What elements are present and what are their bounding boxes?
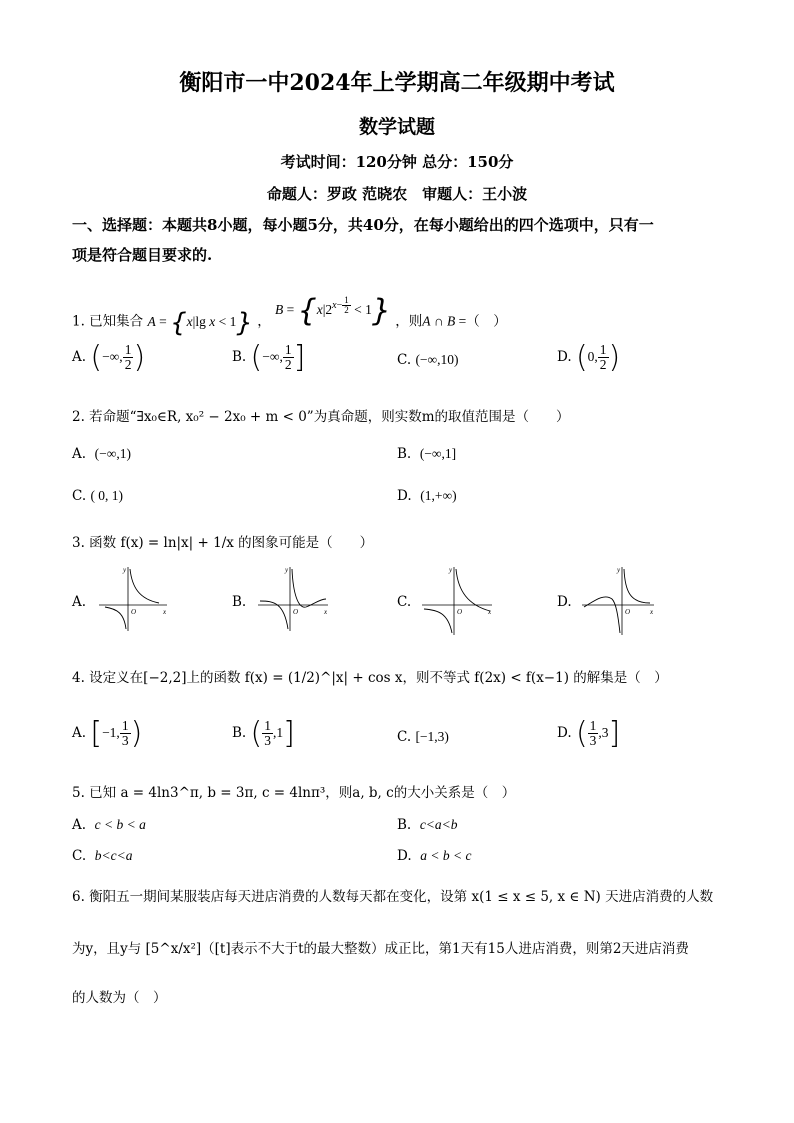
graph-d-y-label: y: [617, 566, 621, 574]
question-2-option-b[interactable]: B. (−∞,1]: [397, 446, 457, 462]
graph-option-c: [418, 563, 498, 637]
graph-option-b: [254, 563, 334, 633]
graph-option-a: [95, 563, 175, 633]
question-1-option-b[interactable]: B. (−∞, $\frac{1}{2}$ ]: [232, 340, 306, 375]
question-5-option-a[interactable]: A. c < b < a: [72, 817, 146, 833]
exam-title: 衡阳市一中2024年上学期高二年级期中考试: [179, 70, 615, 96]
question-4-option-c[interactable]: C. [−1,3): [397, 729, 449, 745]
question-6-line1: 6. 衡阳五一期间某服装店每天进店消费的人数每天都在变化，设第 x(1 ≤ x ≤ 5, x ∈ N) 天进店消费的人数: [72, 889, 714, 905]
question-2: 2. 若命题“∃x₀∈R, x₀² − 2x₀ + m < 0”为真命题，则实数m的取值范围是（ ）: [72, 409, 570, 425]
question-5-option-d[interactable]: D. a < b < c: [397, 848, 472, 864]
question-1-option-d[interactable]: D. (0, $\frac{1}{2}$ ): [557, 340, 621, 375]
question-1-set-b: $B = \{x|2^{x- \frac{1}{2}}$ < 1}: [275, 293, 391, 328]
question-5: 5. 已知 a = 4ln3^π, b = 3π, c = 4lnπ³，则a, b, c的大小关系是（ ）: [72, 785, 516, 801]
question-3-option-c[interactable]: C.: [397, 594, 412, 610]
question-3-option-d[interactable]: D.: [557, 594, 572, 610]
question-4-option-d[interactable]: D. ( $\frac{1}{3}$ ,3]: [557, 716, 621, 751]
question-2-option-a[interactable]: A. (−∞,1): [72, 446, 131, 462]
graph-d-origin: O: [625, 608, 631, 616]
question-5-option-c[interactable]: C. b<c<a: [72, 848, 133, 864]
graph-c-origin: O: [457, 608, 463, 616]
section-heading-line1: 一、选择题：本题共8小题，每小题5分，共40分，在每小题给出的四个选项中，只有一: [72, 216, 654, 234]
graph-c-x-label: x: [488, 608, 492, 616]
question-1-option-c[interactable]: C. (−∞,10): [397, 352, 459, 368]
graph-b-origin: O: [293, 608, 299, 616]
question-4-option-a[interactable]: A. [−1, $\frac{1}{3}$ ): [72, 716, 143, 751]
question-6-line3: 的人数为（ ）: [72, 990, 167, 1006]
graph-a-origin: O: [131, 608, 137, 616]
question-4-option-b[interactable]: B. ( $\frac{1}{3}$ ,1]: [232, 716, 295, 751]
exam-info: 考试时间：120分钟 总分：150分: [280, 153, 514, 171]
graph-a-x-label: x: [163, 608, 167, 616]
question-4: 4. 设定义在[−2,2]上的函数 f(x) = (1/2)^|x| + cos x，则不等式 f(2x) < f(x−1) 的解集是（ ）: [72, 670, 668, 686]
question-2-option-c[interactable]: C. ( 0, 1): [72, 488, 124, 504]
question-1-prefix: 1. 已知集合: [72, 313, 144, 330]
question-3: 3. 函数 f(x) = ln|x| + 1/x 的图象可能是（ ）: [72, 535, 374, 551]
section-heading-line2: 项是符合题目要求的.: [72, 246, 213, 264]
question-3-option-a[interactable]: A.: [72, 594, 87, 610]
subject-title: 数学试题: [358, 116, 435, 138]
graph-b-x-label: x: [324, 608, 328, 616]
graph-c-y-label: y: [449, 566, 453, 574]
graph-b-y-label: y: [285, 566, 289, 574]
question-3-option-b[interactable]: B.: [232, 594, 247, 610]
graph-option-d: [578, 563, 658, 637]
question-2-option-d[interactable]: D. (1,+∞): [397, 488, 457, 504]
question-1-set-a: A = {x|lg x < 1}: [147, 307, 253, 338]
question-6-line2: 为y，且y与 [5^x/x²]（[t]表示不大于t的最大整数）成正比，第1天有15人进店消费，则第2天进店消费: [72, 941, 689, 957]
exam-authors: 命题人：罗政 范晓农 审题人：王小波: [266, 185, 528, 203]
question-1: 1. 已知集合 A = {x|lg x < 1} ， $B = \{x|2^{x- \frac{1}{2}}$ < 1} ，则A ∩ B =（ ）: [72, 293, 507, 338]
graph-d-x-label: x: [650, 608, 654, 616]
graph-a-y-label: y: [123, 566, 127, 574]
question-1-option-a[interactable]: A. (−∞, $\frac{1}{2}$ ): [72, 340, 146, 375]
question-5-option-b[interactable]: B. c<a<b: [397, 817, 458, 833]
